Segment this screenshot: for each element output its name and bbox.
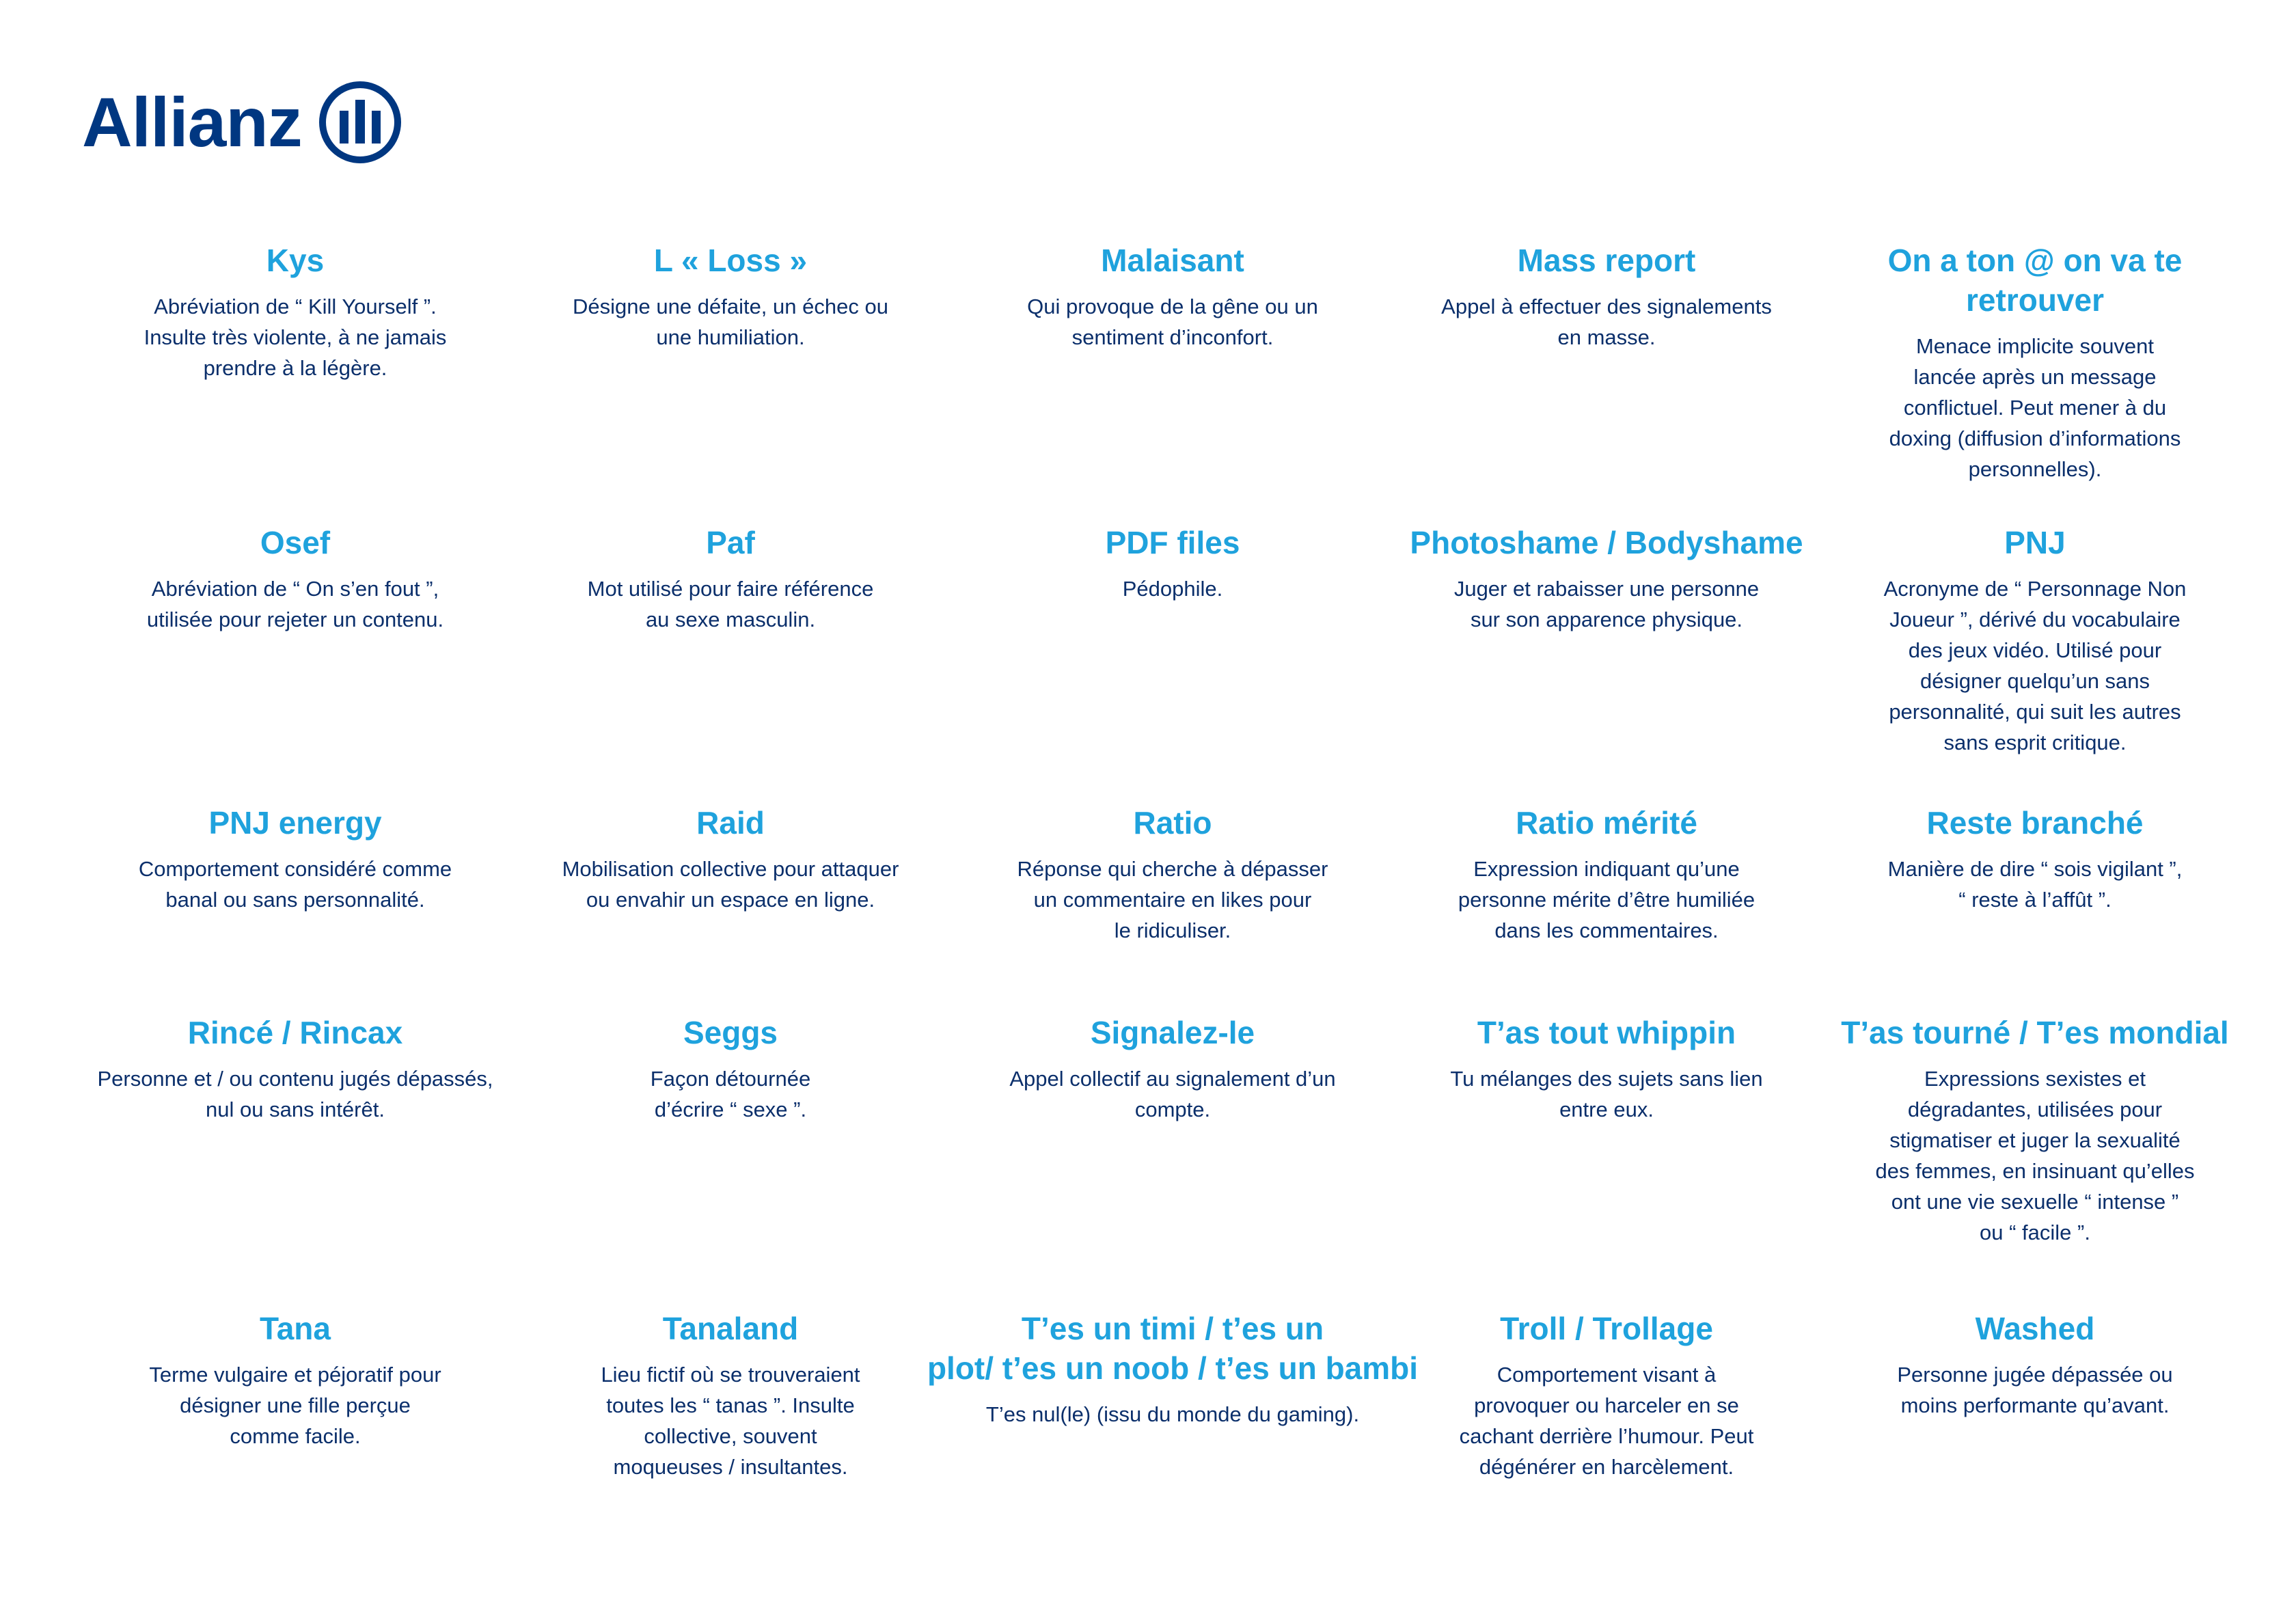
glossary-term: On a ton @ on va te retrouver xyxy=(1887,243,2183,318)
glossary-entry xyxy=(1388,241,1825,353)
glossary-entry xyxy=(77,1309,514,1451)
glossary-entry xyxy=(1816,803,2254,915)
glossary-definition: Juger et rabaisser une personne sur son apparence physique. xyxy=(1453,577,1760,631)
glossary-term: T’as tout whippin xyxy=(1477,1015,1736,1050)
glossary-term: Ratio mérité xyxy=(1516,805,1697,841)
glossary-entry xyxy=(1816,523,2254,758)
glossary-term: Mass report xyxy=(1517,243,1696,278)
glossary-entry xyxy=(1388,803,1825,946)
glossary-definition: Comportement visant à provoquer ou harceler en se cachant derrière l’humour. Peut dégénérer en harcèlement. xyxy=(1459,1363,1754,1479)
glossary-term: Troll / Trollage xyxy=(1500,1311,1713,1346)
glossary-entry xyxy=(1816,241,2254,485)
glossary-entry xyxy=(954,523,1391,604)
brand-name: Allianz xyxy=(82,83,302,161)
glossary-term: T’es un timi / t’es un plot/ t’es un noob / t’es un bambi xyxy=(927,1311,1419,1386)
glossary-definition: Qui provoque de la gêne ou un sentiment d’inconfort. xyxy=(1027,295,1318,349)
glossary-definition: Abréviation de “ Kill Yourself ”. Insulte très violente, à ne jamais prendre à la légère. xyxy=(144,295,447,380)
glossary-entry xyxy=(512,1309,949,1482)
glossary-definition: Appel à effectuer des signalements en masse. xyxy=(1441,295,1772,349)
glossary-entry xyxy=(927,1309,1419,1430)
glossary-term: Tanaland xyxy=(662,1311,799,1346)
glossary-term: Reste branché xyxy=(1926,805,2144,841)
glossary-term: Washed xyxy=(1975,1311,2095,1346)
glossary-term: PDF files xyxy=(1105,525,1240,560)
glossary-term: Tana xyxy=(260,1311,331,1346)
glossary-term: PNJ xyxy=(2004,525,2066,560)
glossary-entry xyxy=(77,523,514,635)
glossary-entry xyxy=(512,1013,949,1125)
glossary-term: T’as tourné / T’es mondial xyxy=(1841,1015,2229,1050)
glossary-term: Kys xyxy=(266,243,325,278)
glossary-definition: Désigne une défaite, un échec ou une humiliation. xyxy=(573,295,888,349)
glossary-entry xyxy=(1816,1309,2254,1421)
glossary-entry xyxy=(77,803,514,915)
glossary-term: Rincé / Rincax xyxy=(187,1015,403,1050)
glossary-definition: Terme vulgaire et péjoratif pour désigner une fille perçue comme facile. xyxy=(149,1363,441,1448)
glossary-entry xyxy=(1816,1013,2254,1248)
glossary-term: PNJ energy xyxy=(208,805,382,841)
glossary-entry xyxy=(77,1013,514,1125)
glossary-entry xyxy=(512,803,949,915)
glossary-definition: Menace implicite souvent lancée après un message conflictuel. Peut mener à du doxing (diffusion d’informations personnelles). xyxy=(1889,334,2181,481)
glossary-entry xyxy=(954,1013,1391,1125)
glossary-definition: T’es nul(le) (issu du monde du gaming). xyxy=(985,1402,1360,1426)
glossary-term: Paf xyxy=(706,525,755,560)
glossary-definition: Pédophile. xyxy=(1122,577,1223,601)
glossary-definition: Réponse qui cherche à dépasser un commentaire en likes pour le ridiculiser. xyxy=(1017,857,1328,942)
glossary-entry xyxy=(1388,523,1825,635)
glossary-term: Ratio xyxy=(1133,805,1212,841)
glossary-definition: Façon détournée d’écrire “ sexe ”. xyxy=(650,1067,811,1121)
glossary-term: Photoshame / Bodyshame xyxy=(1410,525,1803,560)
glossary-term: L « Loss » xyxy=(653,243,808,278)
glossary-definition: Personne et / ou contenu jugés dépassés, nul ou sans intérêt. xyxy=(97,1067,493,1121)
glossary-term: Malaisant xyxy=(1101,243,1244,278)
glossary-term: Osef xyxy=(260,525,331,560)
glossary-definition: Tu mélanges des sujets sans lien entre eux. xyxy=(1450,1067,1763,1121)
glossary-term: Signalez-le xyxy=(1090,1015,1255,1050)
glossary-definition: Abréviation de “ On s’en fout ”, utilisée pour rejeter un contenu. xyxy=(146,577,444,631)
glossary-definition: Personne jugée dépassée ou moins performante qu’avant. xyxy=(1897,1363,2173,1417)
glossary-entry xyxy=(954,803,1391,946)
glossary-entry xyxy=(77,241,514,383)
glossary-definition: Appel collectif au signalement d’un compte. xyxy=(1009,1067,1336,1121)
glossary-definition: Acronyme de “ Personnage Non Joueur ”, dérivé du vocabulaire des jeux vidéo. Utilisé pour désigner quelqu’un sans personnalité, qui suit les autres sans esprit critique. xyxy=(1883,577,2187,754)
glossary-entry xyxy=(1388,1013,1825,1125)
glossary-entry xyxy=(512,523,949,635)
glossary-entry xyxy=(512,241,949,353)
glossary-definition: Mobilisation collective pour attaquer ou envahir un espace en ligne. xyxy=(562,857,899,912)
glossary-definition: Lieu fictif où se trouveraient toutes les “ tanas ”. Insulte collective, souvent moqueuses / insultantes. xyxy=(601,1363,860,1479)
glossary-definition: Manière de dire “ sois vigilant ”, “ reste à l’affût ”. xyxy=(1887,857,2183,912)
glossary-definition: Expressions sexistes et dégradantes, utilisées pour stigmatiser et juger la sexualité des femmes, en insinuant qu’elles ont une vie sexuelle “ intense ” ou “ facile ”. xyxy=(1875,1067,2195,1244)
glossary-entry xyxy=(1388,1309,1825,1482)
glossary-entry xyxy=(954,241,1391,353)
glossary-term: Seggs xyxy=(683,1015,778,1050)
glossary-definition: Comportement considéré comme banal ou sans personnalité. xyxy=(138,857,452,912)
glossary-term: Raid xyxy=(696,805,765,841)
glossary-definition: Expression indiquant qu’une personne mérite d’être humiliée dans les commentaires. xyxy=(1458,857,1755,942)
glossary-definition: Mot utilisé pour faire référence au sexe masculin. xyxy=(587,577,874,631)
